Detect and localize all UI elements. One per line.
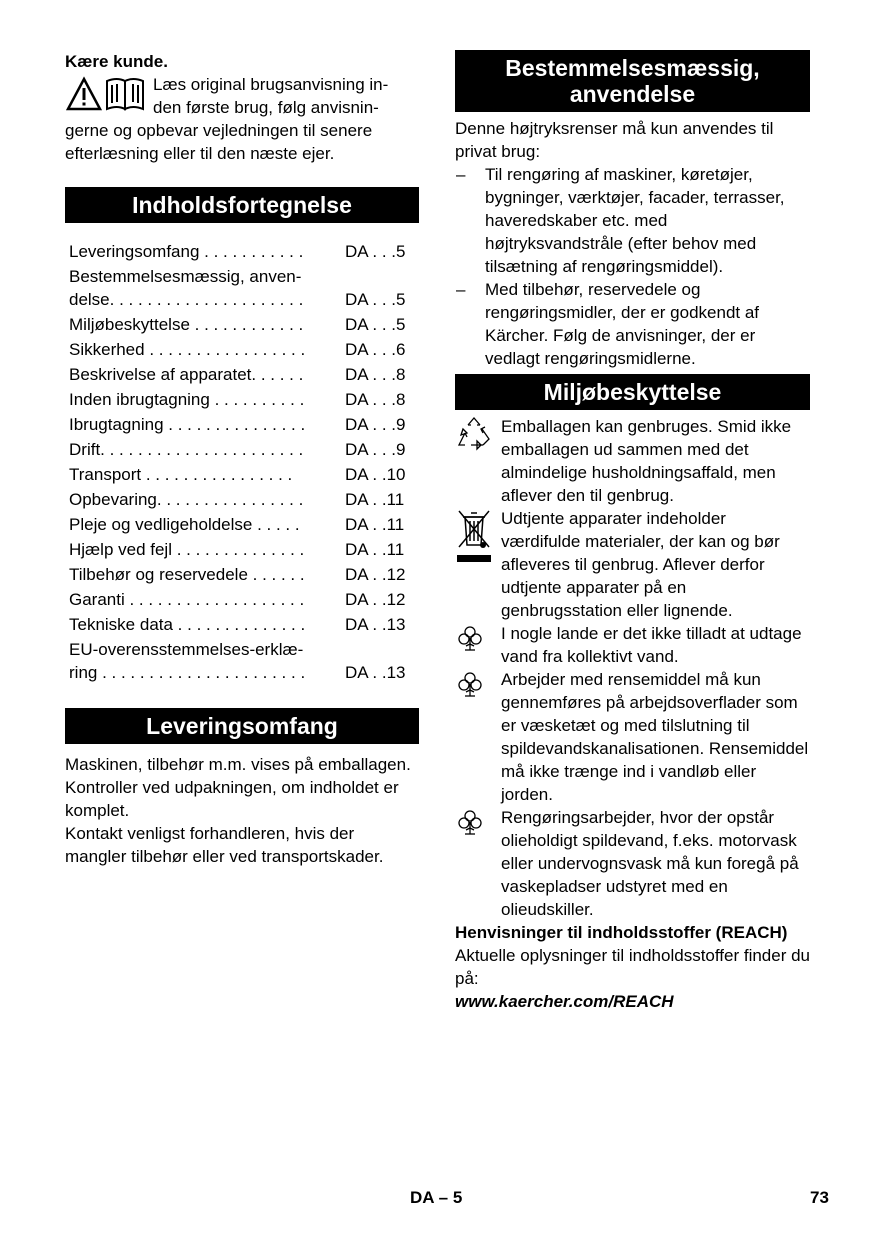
environment-icon bbox=[455, 806, 501, 921]
toc-entry bbox=[65, 311, 419, 336]
toc-entry-page: DA . . .6 bbox=[345, 340, 406, 359]
env-item-text: Emballagen kan genbruges. Smid ikke emballagen ud sammen med det almindelige husholdningsaffald, men aflever den til genbrug. bbox=[501, 417, 792, 505]
usage-heading-line-2: anvendelse bbox=[569, 81, 696, 107]
toc-entry-title: Leveringsomfang . . . . . . . . . . . bbox=[69, 242, 304, 261]
left-column bbox=[65, 50, 419, 868]
toc-entry-continued bbox=[65, 288, 419, 311]
toc-entry-title: Ibrugtagning . . . . . . . . . . . . . . . bbox=[69, 415, 306, 434]
env-item bbox=[455, 806, 810, 921]
toc-entry bbox=[65, 436, 419, 461]
toc-entry-title: Pleje og vedligeholdelse . . . . . bbox=[69, 515, 300, 534]
usage-item-text: Med tilbehør, reservedele og rengøringsmidler, der er godkendt af Kärcher. Følg de anvisninger, der er vedlagt rengøringsmidlerne. bbox=[485, 280, 760, 368]
toc-entry-page: DA . . .5 bbox=[345, 242, 406, 261]
toc-entry-title: Inden ibrugtagning . . . . . . . . . . bbox=[69, 390, 305, 409]
toc-entry bbox=[65, 636, 419, 661]
table-of-contents bbox=[65, 238, 419, 684]
usage-item-text: Til rengøring af maskiner, køretøjer, bygninger, værktøjer, facader, terrasser, haveredskaber etc. med højtryksvandstråle (efter behov med tilsætning af rengøringsmiddel). bbox=[485, 165, 785, 276]
toc-entry-page: DA . .13 bbox=[345, 663, 406, 682]
toc-entry-title: Opbevaring. . . . . . . . . . . . . . . . bbox=[69, 490, 304, 509]
reach-text: Aktuelle oplysninger til indholdsstoffer finder du på: bbox=[455, 946, 811, 988]
usage-heading-line-1: Bestemmelsesmæssig, bbox=[505, 55, 760, 81]
dash-bullet: – bbox=[456, 280, 466, 299]
toc-entry-title: Drift. . . . . . . . . . . . . . . . . . . . . . bbox=[69, 440, 304, 459]
toc-entry-page: DA . .11 bbox=[345, 515, 405, 534]
toc-entry bbox=[65, 461, 419, 486]
scope-heading: Leveringsomfang bbox=[65, 708, 419, 744]
toc-entry-page: DA . . .5 bbox=[345, 315, 406, 334]
toc-entry-page: DA . .12 bbox=[345, 565, 406, 584]
toc-heading: Indholdsfortegnelse bbox=[65, 187, 419, 223]
environment-icon bbox=[455, 668, 501, 806]
usage-list bbox=[455, 163, 810, 370]
toc-entry-title: Sikkerhed . . . . . . . . . . . . . . . . . bbox=[69, 340, 306, 359]
env-heading: Miljøbeskyttelse bbox=[455, 374, 810, 410]
warning-manual-icon bbox=[65, 73, 153, 117]
toc-entry-page: DA . . .8 bbox=[345, 365, 406, 384]
toc-entry bbox=[65, 561, 419, 586]
toc-entry bbox=[65, 586, 419, 611]
toc-entry-title: Tekniske data . . . . . . . . . . . . . . bbox=[69, 615, 306, 634]
env-item-text: Arbejder med rensemiddel må kun gennemføres på arbejdsoverflader som er væsketæt og med tilslutning til spildevandskanalisationen. Rensemiddel må ikke trænge ind i vandløb eller jorden. bbox=[501, 670, 809, 804]
toc-entry-page: DA . . .9 bbox=[345, 440, 406, 459]
intro-line-2: den første brug, følg anvisnin- bbox=[153, 98, 379, 117]
toc-entry bbox=[65, 386, 419, 411]
toc-entry-page: DA . .13 bbox=[345, 615, 406, 634]
reach-link[interactable]: www.kaercher.com/REACH bbox=[455, 992, 674, 1011]
intro-block bbox=[65, 73, 419, 119]
env-item bbox=[455, 622, 810, 668]
crossed-bin-icon bbox=[455, 507, 501, 622]
toc-entry bbox=[65, 263, 419, 288]
env-item bbox=[455, 668, 810, 806]
env-item-text: Udtjente apparater indeholder værdifulde materialer, der kan og bør afleveres til genbrug. Aflever derfor udtjente apparater på en genbrugsstation eller lignende. bbox=[501, 509, 780, 620]
toc-entry-title: Tilbehør og reservedele . . . . . . bbox=[69, 565, 305, 584]
toc-entry-title: Transport . . . . . . . . . . . . . . . . bbox=[69, 465, 293, 484]
scope-paragraph-1: Maskinen, tilbehør m.m. vises på emballagen. Kontroller ved udpakningen, om indholdet er komplet. bbox=[65, 755, 411, 820]
toc-entry-title: Miljøbeskyttelse . . . . . . . . . . . . bbox=[69, 315, 304, 334]
toc-entry-page: DA . .11 bbox=[345, 540, 405, 559]
recycling-icon bbox=[455, 415, 501, 507]
env-item bbox=[455, 507, 810, 622]
toc-entry-page: DA . .12 bbox=[345, 590, 406, 609]
usage-heading bbox=[455, 50, 810, 112]
toc-entry bbox=[65, 238, 419, 263]
env-item-text: Rengøringsarbejder, hvor der opstår olieholdigt spildevand, f.eks. motorvask eller undervognsvask må kun foregå på vaskepladser udstyret med en olieudskiller. bbox=[501, 808, 799, 919]
toc-entry-title: EU-overensstemmelses-erklæ- bbox=[69, 640, 304, 659]
toc-entry bbox=[65, 411, 419, 436]
env-item bbox=[455, 415, 810, 507]
usage-intro: Denne højtryksrenser må kun anvendes til privat brug: bbox=[455, 119, 774, 161]
env-list bbox=[455, 415, 810, 921]
toc-entry bbox=[65, 486, 419, 511]
toc-entry-page: DA . .10 bbox=[345, 465, 406, 484]
toc-entry-continued bbox=[65, 661, 419, 684]
footer-section: DA – 5 bbox=[410, 1188, 463, 1207]
environment-icon bbox=[455, 622, 501, 668]
toc-entry bbox=[65, 536, 419, 561]
toc-entry bbox=[65, 511, 419, 536]
right-column bbox=[455, 50, 810, 1013]
greeting: Kære kunde. bbox=[65, 52, 168, 71]
dash-bullet: – bbox=[456, 165, 466, 184]
toc-entry-title-cont: delse. . . . . . . . . . . . . . . . . . . . . bbox=[69, 290, 304, 309]
page-number: 73 bbox=[810, 1188, 829, 1207]
toc-entry-title: Hjælp ved fejl . . . . . . . . . . . . . . bbox=[69, 540, 305, 559]
toc-entry bbox=[65, 611, 419, 636]
intro-line-1: Læs original brugsanvisning in- bbox=[153, 75, 389, 94]
toc-entry-title: Beskrivelse af apparatet. . . . . . bbox=[69, 365, 304, 384]
toc-entry-page: DA . . .9 bbox=[345, 415, 406, 434]
toc-entry-title: Garanti . . . . . . . . . . . . . . . . . . . bbox=[69, 590, 305, 609]
toc-entry bbox=[65, 361, 419, 386]
toc-entry bbox=[65, 336, 419, 361]
env-item-text: I nogle lande er det ikke tilladt at udtage vand fra kollektivt vand. bbox=[501, 624, 802, 666]
toc-entry-page: DA . . .5 bbox=[345, 290, 406, 309]
toc-entry-title: Bestemmelsesmæssig, anven- bbox=[69, 267, 302, 286]
usage-list-item bbox=[455, 163, 810, 278]
scope-paragraph-2: Kontakt venligst forhandleren, hvis der mangler tilbehør eller ved transportskader. bbox=[65, 824, 384, 866]
usage-list-item bbox=[455, 278, 810, 370]
toc-entry-page: DA . . .8 bbox=[345, 390, 406, 409]
toc-entry-title-cont: ring . . . . . . . . . . . . . . . . . . . . . . bbox=[69, 663, 306, 682]
reach-heading: Henvisninger til indholdsstoffer (REACH) bbox=[455, 923, 788, 942]
intro-text: gerne og opbevar vejledningen til senere efterlæsning eller til den næste ejer. bbox=[65, 121, 373, 163]
toc-entry-page: DA . .11 bbox=[345, 490, 405, 509]
